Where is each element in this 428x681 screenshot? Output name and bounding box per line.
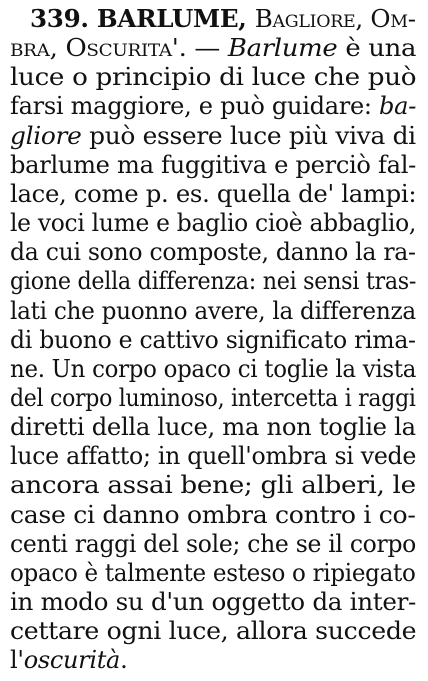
text-segment: luce affatto; in quell'ombra si vede <box>10 442 417 471</box>
text-segment: del corpo luminoso, intercetta i raggi <box>10 383 416 412</box>
text-segment: oscurità <box>23 646 121 675</box>
text-segment: in modo su d'un oggetto da inter- <box>10 588 417 616</box>
text-segment: barlume ma fuggitiva e perciò fal- <box>10 150 416 179</box>
text-segment: 339. <box>30 4 97 33</box>
text-segment: ancora assai bene; gli alberi, le <box>10 471 416 500</box>
text-segment: l' <box>10 646 24 675</box>
text-segment: , <box>238 4 255 33</box>
text-segment: gione della differenza: nei sensi tras- <box>10 267 417 296</box>
text-segment: ne. Un corpo opaco ci toglie la vista <box>10 354 417 383</box>
text-segment: . — <box>178 34 228 63</box>
text-segment: , <box>355 5 371 33</box>
text-segment: centi raggi del sole; che se il corpo <box>10 529 417 558</box>
text-segment: gliore <box>10 121 82 150</box>
text-segment: da cui sono composte, danno la ra- <box>10 238 416 267</box>
text-segment: Barlume <box>227 34 338 63</box>
text-segment: ba- <box>379 92 417 121</box>
text-segment: diretti della luce, ma non toglie la <box>10 413 416 442</box>
text-segment: cettare ogni luce, allora succede <box>10 617 417 646</box>
text-segment: farsi maggiore, e può guidare: <box>10 92 380 121</box>
text-segment: opaco è talmente esteso o ripiegato <box>10 558 416 587</box>
text-segment: . <box>120 646 128 675</box>
text-segment: , <box>49 34 66 63</box>
text-segment: può essere luce più viva di <box>81 121 416 150</box>
text-segment: Om- <box>370 5 416 33</box>
text-segment: di buono e cattivo significato rima- <box>10 325 416 354</box>
text-segment: lace, come p. es. quella de' lampi: <box>10 179 417 208</box>
text-segment: BARLUME <box>96 4 239 33</box>
text-line <box>10 643 416 677</box>
text-segment: le voci lume e baglio cioè abbaglio, <box>10 209 417 238</box>
text-segment: lati che puonno avere, la differenza <box>10 296 416 325</box>
text-segment: case ci danno ombra contro i co- <box>10 500 416 529</box>
text-segment: è una <box>337 34 417 63</box>
text-segment: Oscurita' <box>65 34 179 63</box>
text-segment: Bagliore <box>254 5 356 33</box>
text-segment: bra <box>10 34 50 63</box>
text-segment: luce o principio di luce che può <box>10 63 417 92</box>
